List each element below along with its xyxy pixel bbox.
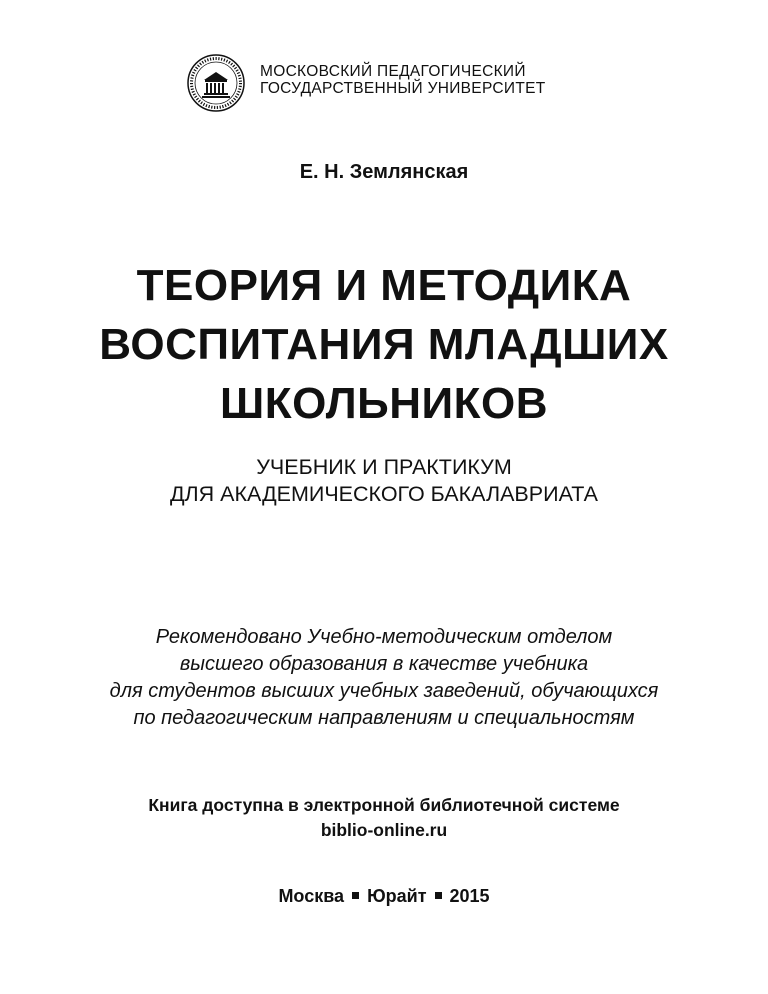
university-name-line: МОСКОВСКИЙ ПЕДАГОГИЧЕСКИЙ bbox=[260, 63, 526, 80]
recommendation-line: высшего образования в качестве учебника bbox=[179, 653, 589, 675]
availability-url: biblio-online.ru bbox=[320, 820, 448, 840]
recommendation-text bbox=[0, 624, 768, 732]
square-bullet-icon bbox=[435, 892, 442, 899]
author-name: Е. Н. Землянская bbox=[299, 161, 469, 183]
book-subtitle-line: УЧЕБНИК И ПРАКТИКУМ bbox=[256, 455, 512, 479]
university-seal-icon bbox=[186, 53, 246, 113]
book-title-line: ВОСПИТАНИЯ МЛАДШИХ bbox=[99, 320, 669, 369]
book-title bbox=[0, 256, 768, 433]
imprint-city: Москва bbox=[278, 886, 345, 906]
availability-line: Книга доступна в электронной библиотечной системе bbox=[148, 795, 620, 815]
book-title-line: ШКОЛЬНИКОВ bbox=[220, 379, 548, 428]
imprint-line bbox=[0, 884, 768, 908]
recommendation-line: Рекомендовано Учебно-методическим отделом bbox=[155, 626, 613, 648]
imprint-year: 2015 bbox=[449, 886, 490, 906]
imprint-publisher: Юрайт bbox=[367, 886, 427, 906]
square-bullet-icon bbox=[352, 892, 359, 899]
university-name-line: ГОСУДАРСТВЕННЫЙ УНИВЕРСИТЕТ bbox=[260, 80, 546, 97]
book-subtitle-line: ДЛЯ АКАДЕМИЧЕСКОГО БАКАЛАВРИАТА bbox=[169, 482, 598, 506]
book-subtitle bbox=[0, 454, 768, 508]
availability-notice bbox=[0, 793, 768, 843]
university-name bbox=[260, 63, 546, 97]
recommendation-line: по педагогическим направлениям и специальностям bbox=[133, 707, 635, 729]
recommendation-line: для студентов высших учебных заведений, обучающихся bbox=[109, 680, 659, 702]
university-header bbox=[186, 53, 616, 113]
book-title-line: ТЕОРИЯ И МЕТОДИКА bbox=[136, 261, 632, 310]
